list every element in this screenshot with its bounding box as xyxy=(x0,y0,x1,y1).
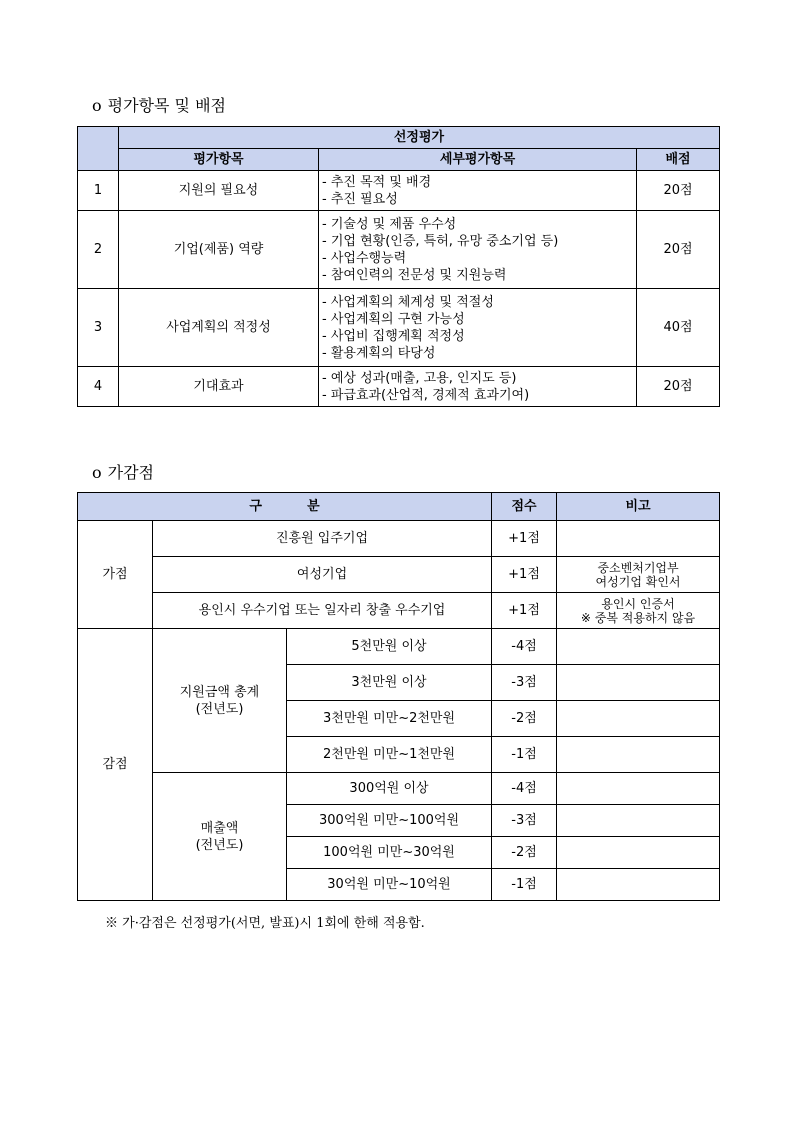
table-row xyxy=(78,773,720,805)
table-row xyxy=(78,171,720,211)
row-item: 3천만원 이상 xyxy=(287,665,492,701)
row-remark xyxy=(557,773,720,805)
row-remark xyxy=(557,805,720,837)
section-title-text: 평가항목 및 배점 xyxy=(107,96,227,115)
row-score: +1점 xyxy=(492,593,557,629)
detail-line: - 예상 성과(매출, 고용, 인지도 등) xyxy=(322,370,517,386)
row-score: -3점 xyxy=(492,805,557,837)
row-remark xyxy=(557,701,720,737)
penalty-group-name: 매출액 (전년도) xyxy=(153,773,287,901)
detail-line: - 활용계획의 타당성 xyxy=(322,345,436,361)
row-number: 3 xyxy=(78,289,119,367)
group-header: 선정평가 xyxy=(119,127,720,149)
table-row xyxy=(78,593,720,629)
detail-line: - 사업수행능력 xyxy=(322,250,407,266)
row-item: 여성기업 xyxy=(153,557,492,593)
detail-line: - 기술성 및 제품 우수성 xyxy=(322,216,457,232)
column-header-category: 구 분 xyxy=(78,493,492,521)
column-header-remark: 비고 xyxy=(557,493,720,521)
row-score: -4점 xyxy=(492,629,557,665)
row-score: -2점 xyxy=(492,837,557,869)
row-score: -1점 xyxy=(492,737,557,773)
detail-line: - 사업계획의 체계성 및 적절성 xyxy=(322,294,494,310)
table-row xyxy=(78,289,720,367)
row-item: 용인시 우수기업 또는 일자리 창출 우수기업 xyxy=(153,593,492,629)
row-number: 4 xyxy=(78,367,119,407)
table-row xyxy=(78,367,720,407)
row-score: -4점 xyxy=(492,773,557,805)
row-details xyxy=(319,367,637,407)
row-item: 2천만원 미만~1천만원 xyxy=(287,737,492,773)
section-title-evaluation xyxy=(92,93,226,116)
column-header-detail: 세부평가항목 xyxy=(319,149,637,171)
detail-line: - 사업비 집행계획 적정성 xyxy=(322,328,465,344)
bonus-penalty-table xyxy=(77,492,720,901)
column-header-score: 배점 xyxy=(637,149,720,171)
row-remark xyxy=(557,665,720,701)
detail-line: - 추진 필요성 xyxy=(322,191,398,207)
penalty-label: 감점 xyxy=(78,629,153,901)
table-row xyxy=(78,557,720,593)
detail-line: - 파급효과(산업적, 경제적 효과기여) xyxy=(322,387,530,403)
row-details xyxy=(319,171,637,211)
penalty-group-name: 지원금액 총계 (전년도) xyxy=(153,629,287,773)
bullet-marker: o xyxy=(92,463,102,482)
row-score: 20점 xyxy=(637,211,720,289)
row-item: 5천만원 이상 xyxy=(287,629,492,665)
row-item: 기업(제품) 역량 xyxy=(119,211,319,289)
row-details xyxy=(319,289,637,367)
row-item: 3천만원 미만~2천만원 xyxy=(287,701,492,737)
row-item: 300억원 미만~100억원 xyxy=(287,805,492,837)
detail-line: - 참여인력의 전문성 및 지원능력 xyxy=(322,267,507,283)
row-item: 사업계획의 적정성 xyxy=(119,289,319,367)
detail-line: - 기업 현황(인증, 특허, 유망 중소기업 등) xyxy=(322,233,559,249)
row-remark: 용인시 인증서 ※ 중복 적용하지 않음 xyxy=(557,593,720,629)
detail-line: - 사업계획의 구현 가능성 xyxy=(322,311,465,327)
row-number: 1 xyxy=(78,171,119,211)
table-row xyxy=(78,521,720,557)
section-title-bonus-penalty xyxy=(92,460,154,483)
row-details xyxy=(319,211,637,289)
bonus-label: 가점 xyxy=(78,521,153,629)
evaluation-table xyxy=(77,126,720,407)
row-score: 40점 xyxy=(637,289,720,367)
table-row xyxy=(78,211,720,289)
row-item: 기대효과 xyxy=(119,367,319,407)
column-header-item: 평가항목 xyxy=(119,149,319,171)
table-corner-cell xyxy=(78,127,119,171)
row-score: +1점 xyxy=(492,557,557,593)
row-remark: 중소벤처기업부 여성기업 확인서 xyxy=(557,557,720,593)
row-score: 20점 xyxy=(637,171,720,211)
row-item: 지원의 필요성 xyxy=(119,171,319,211)
row-remark xyxy=(557,837,720,869)
row-remark xyxy=(557,521,720,557)
row-number: 2 xyxy=(78,211,119,289)
column-header-score: 점수 xyxy=(492,493,557,521)
row-item: 진흥원 입주기업 xyxy=(153,521,492,557)
detail-line: - 추진 목적 및 배경 xyxy=(322,174,432,190)
row-remark xyxy=(557,629,720,665)
row-remark xyxy=(557,737,720,773)
table-row xyxy=(78,629,720,665)
row-item: 300억원 이상 xyxy=(287,773,492,805)
row-item: 30억원 미만~10억원 xyxy=(287,869,492,901)
row-score: +1점 xyxy=(492,521,557,557)
section-title-text: 가감점 xyxy=(107,463,155,482)
row-score: -3점 xyxy=(492,665,557,701)
bullet-marker: o xyxy=(92,96,102,115)
row-remark xyxy=(557,869,720,901)
row-item: 100억원 미만~30억원 xyxy=(287,837,492,869)
row-score: -2점 xyxy=(492,701,557,737)
row-score: 20점 xyxy=(637,367,720,407)
footnote: ※ 가·감점은 선정평가(서면, 발표)시 1회에 한해 적용함. xyxy=(105,916,425,931)
row-score: -1점 xyxy=(492,869,557,901)
